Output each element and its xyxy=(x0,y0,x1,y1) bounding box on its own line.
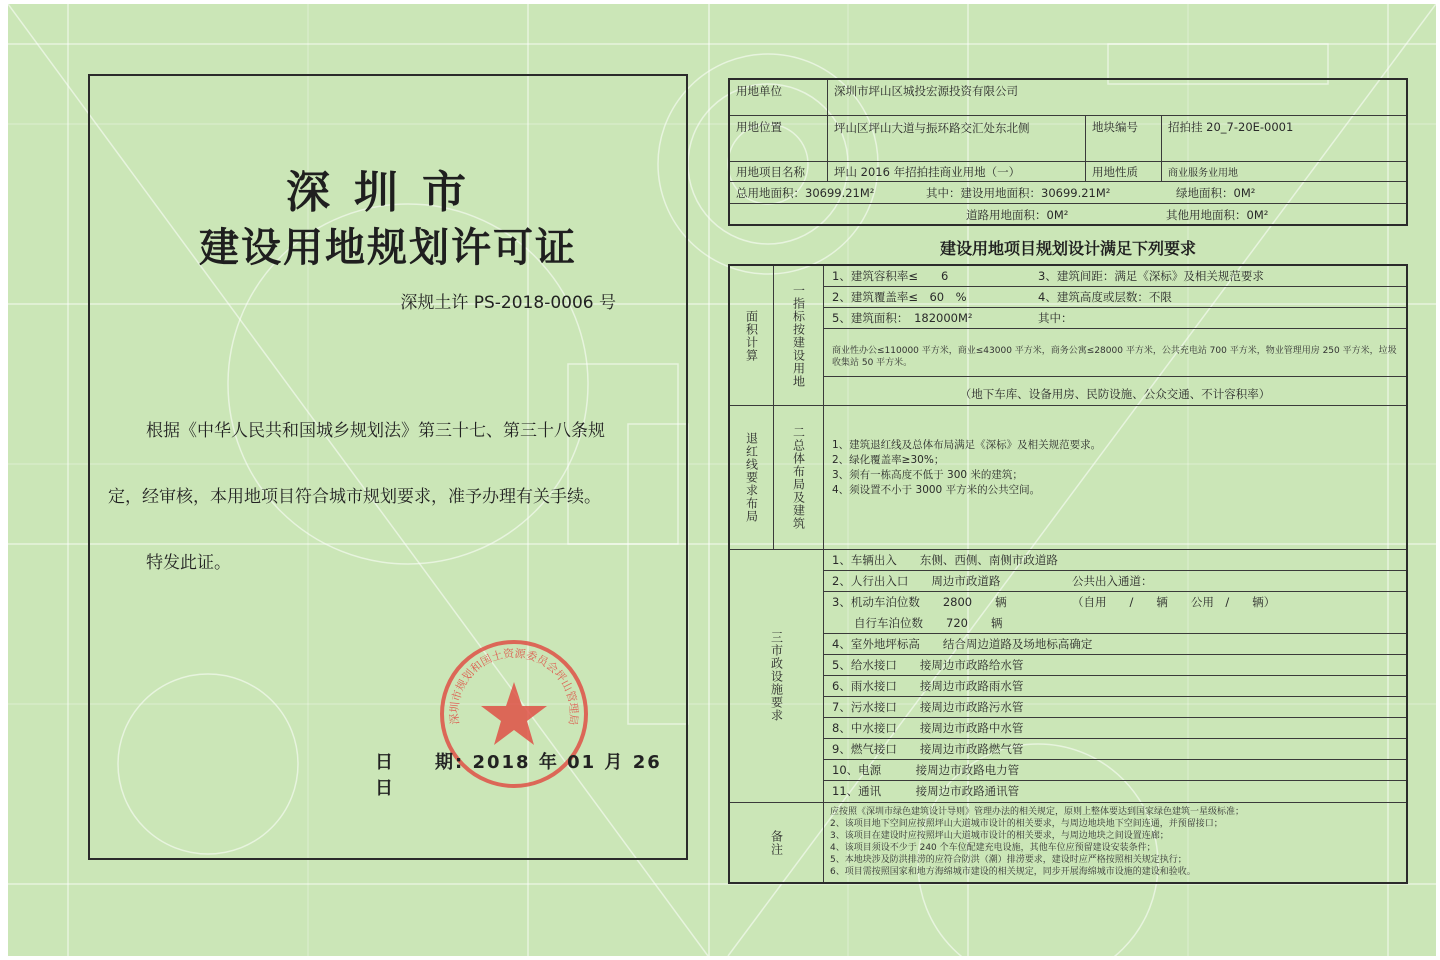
section-indicators xyxy=(730,266,1406,406)
info-row-road xyxy=(730,204,1406,226)
s4-items xyxy=(830,806,1405,878)
unit-label: 用地单位 xyxy=(730,80,828,115)
certificate-sheet xyxy=(8,4,1436,956)
approval-line-1: 根据《中华人民共和国城乡规划法》第三十七、第三十八条规 xyxy=(146,421,605,441)
s2-item-1: 1、建筑退红线及总体布局满足《深标》及相关规范要求。 xyxy=(832,439,1102,451)
s2-item-3: 3、须有一栋高度不低于 300 米的建筑； xyxy=(832,469,1023,481)
approval-line-2: 定，经审核，本用地项目符合城市规划要求，准予办理有关手续。 xyxy=(108,487,601,507)
section1-label: 一指标按建设用地 xyxy=(774,266,824,405)
project-label: 用地项目名称 xyxy=(730,162,828,181)
title-document: 建设用地规划许可证 xyxy=(199,225,577,271)
section-municipal xyxy=(730,550,1406,803)
left-page-frame xyxy=(88,74,688,860)
page-fold xyxy=(708,4,710,956)
section2-label: 二总体布局及建筑 xyxy=(774,406,824,549)
s3-row-9: 9、燃气接口 接周边市政路燃气管 xyxy=(824,739,1406,760)
s3-row-5: 5、给水接口 接周边市政路给水管 xyxy=(824,655,1406,676)
s2-item-4: 4、须设置不小于 3000 平方米的公共空间。 xyxy=(832,484,1041,496)
section-layout xyxy=(730,406,1406,550)
info-row-unit xyxy=(730,80,1406,116)
green-area: 绿地面积：0M² xyxy=(1176,186,1256,200)
date-value: 2018 年 01 月 26 日 xyxy=(375,752,662,799)
s2-items xyxy=(832,438,1101,498)
s4-item-2: 2、该项目地下空间应按照坪山大道城市设计的相关要求，与周边地块地下空间连通，并预留接口； xyxy=(830,819,1223,829)
s3-row-4: 4、室外地坪标高 结合周边道路及场地标高确定 xyxy=(824,634,1406,655)
info-row-project xyxy=(730,162,1406,182)
project-value: 坪山 2016 年招拍挂商业用地（一） xyxy=(828,162,1086,181)
title-city: 深圳市 xyxy=(286,167,490,218)
requirements-title: 建设用地项目规划设计满足下列要求 xyxy=(939,239,1196,258)
build-area: 其中：建设用地面积：30699.21M² xyxy=(926,186,1111,200)
info-row-location xyxy=(730,116,1406,162)
s3-row-1: 1、车辆出入 东侧、西侧、南侧市政道路 xyxy=(824,550,1406,571)
s1-row-1: 1、建筑容积率≤ 6 3、建筑间距：满足《深标》及相关规范要求 xyxy=(824,266,1406,287)
s2-item-2: 2、绿化覆盖率≥30%； xyxy=(832,454,945,466)
issue-date xyxy=(375,748,686,800)
s1-row-3: 5、建筑面积： 182000M² 其中： xyxy=(824,308,1406,329)
s1-detail: 商业性办公≤110000 平方米，商业≤43000 平方米，商务公寓≤28000 平方米，公共充电站 700 平方米，物业管理用房 250 平方米，垃圾收集站 50 平方米。 xyxy=(824,329,1406,377)
parcel-label: 地块编号 xyxy=(1086,116,1162,161)
s3-row-3b: 自行车泊位数 720 辆 xyxy=(824,613,1406,634)
section4-label: 备注 xyxy=(730,803,824,882)
s4-item-4: 4、该项目须设不少于 240 个车位配建充电设施，其他车位应预留建设安装条件； xyxy=(830,843,1156,853)
s1-note: （地下车库、设备用房、民防设施、公众交通、不计容积率） xyxy=(959,387,1271,401)
svg-text:深圳市规划和国土资源委员会坪山管理局: 深圳市规划和国土资源委员会坪山管理局 xyxy=(447,646,581,726)
section3-label: 三市政设施要求 xyxy=(730,550,824,802)
nature-value: 商业服务业用地 xyxy=(1168,168,1238,179)
approval-line-3: 特发此证。 xyxy=(146,553,231,573)
s3-row-7: 7、污水接口 接周边市政路污水管 xyxy=(824,697,1406,718)
section2-category: 退红线要求布局 xyxy=(730,406,774,549)
nature-label: 用地性质 xyxy=(1086,162,1162,181)
s3-row-6: 6、雨水接口 接周边市政路雨水管 xyxy=(824,676,1406,697)
approval-text xyxy=(108,398,673,596)
parcel-value: 招拍挂 20_7-20E-0001 xyxy=(1168,120,1294,134)
location-label: 用地位置 xyxy=(730,116,828,161)
s1-row-2: 2、建筑覆盖率≤ 60 % 4、建筑高度或层数：不限 xyxy=(824,287,1406,308)
other-area: 其他用地面积：0M² xyxy=(1166,208,1269,222)
s4-item-3: 3、该项目在建设时应按照坪山大道城市设计的相关要求，与周边地块之间设置连廊； xyxy=(830,831,1169,841)
requirements-table xyxy=(728,264,1408,884)
section1-category: 面积计算 xyxy=(730,266,774,405)
permit-number: 深规土许 PS-2018-0006 号 xyxy=(400,293,616,313)
s4-item-1: 应按照《深圳市绿色建筑设计导则》管理办法的相关规定，原则上整体要达到国家绿色建筑一星级标准； xyxy=(830,807,1245,817)
land-info-table xyxy=(728,78,1408,226)
total-area: 总用地面积：30699.21M² xyxy=(736,186,875,200)
date-label: 日 期: xyxy=(375,752,465,773)
s4-item-6: 6、项目需按照国家和地方海绵城市建设的相关规定，同步开展海绵城市设施的建设和验收。 xyxy=(830,867,1196,877)
unit-value: 深圳市坪山区城投宏源投资有限公司 xyxy=(834,84,1018,98)
section-remarks xyxy=(730,803,1406,882)
s3-row-3: 3、机动车泊位数 2800 辆 （自用 / 辆 公用 / 辆） xyxy=(832,595,1276,609)
info-row-area xyxy=(730,182,1406,204)
s3-row-2: 2、人行出入口 周边市政道路 公共出入通道： xyxy=(824,571,1406,592)
s3-row-11: 11、通讯 接周边市政路通讯管 xyxy=(832,784,1020,798)
s3-row-10: 10、电源 接周边市政路电力管 xyxy=(824,760,1406,781)
road-area: 道路用地面积：0M² xyxy=(966,208,1069,222)
s3-row-8: 8、中水接口 接周边市政路中水管 xyxy=(824,718,1406,739)
s4-item-5: 5、本地块涉及防洪排涝的应符合防洪（潮）排涝要求，建设时应严格按照相关规定执行； xyxy=(830,855,1187,865)
location-value: 坪山区坪山大道与振环路交汇处东北侧 xyxy=(828,116,1086,161)
